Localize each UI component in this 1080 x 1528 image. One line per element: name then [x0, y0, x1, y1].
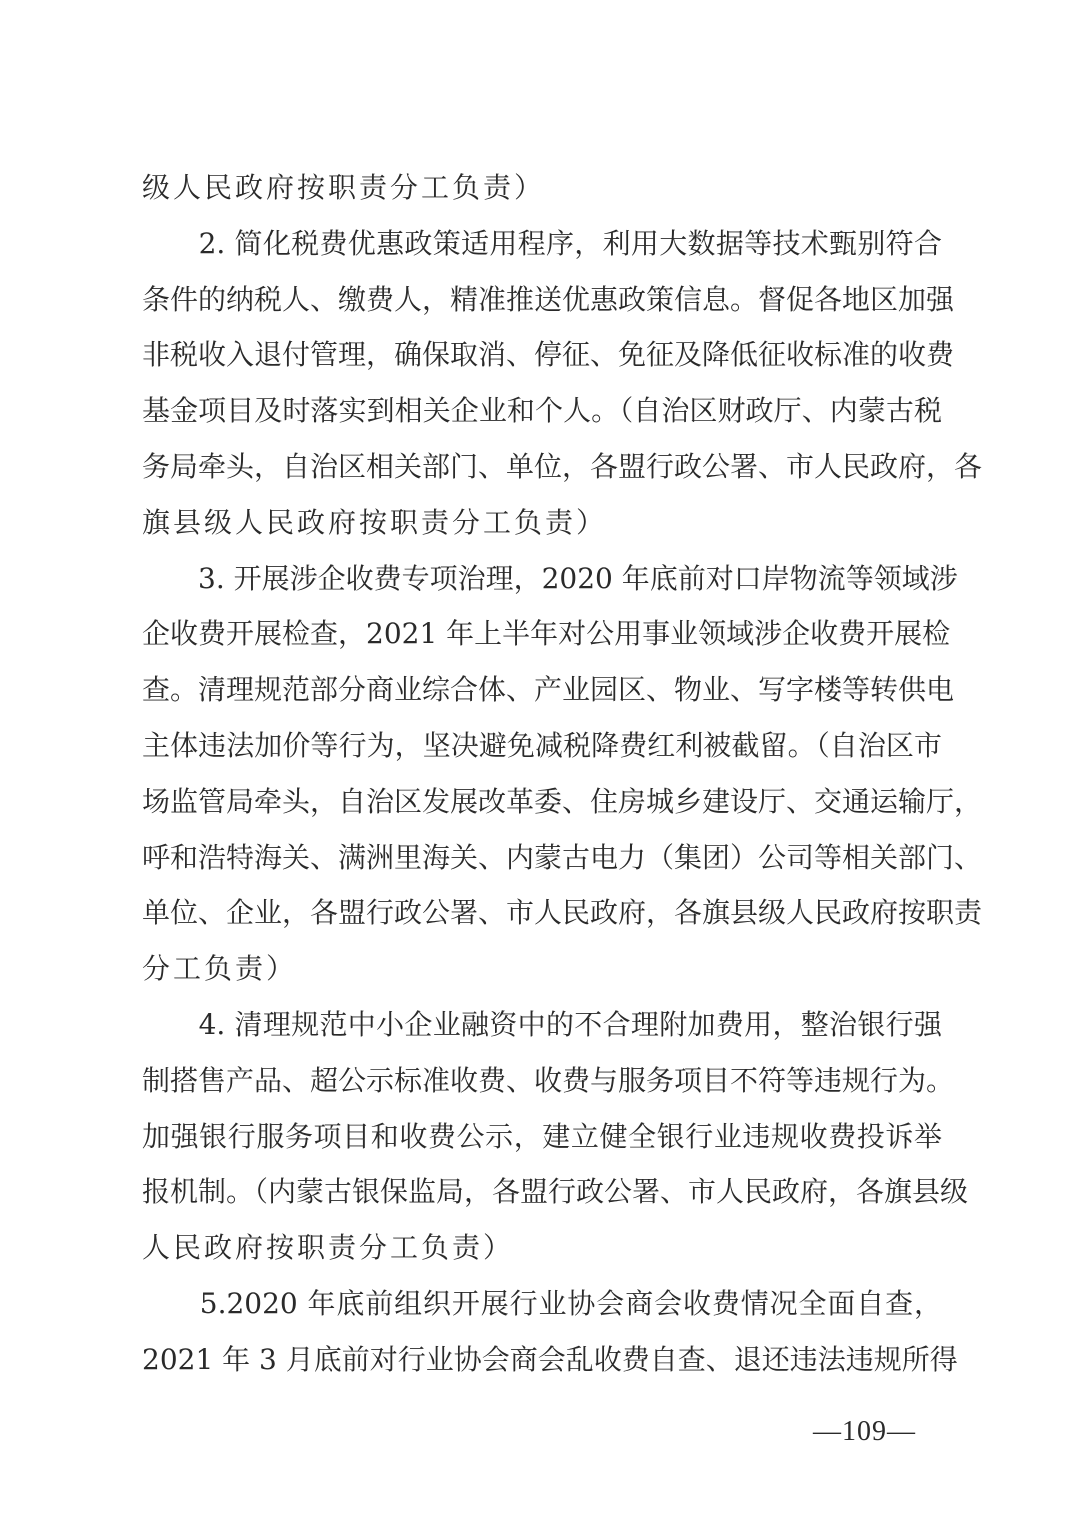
text-line: 级人民政府按职责分工负责） — [142, 171, 546, 204]
text-line: 人民政府按职责分工负责） — [142, 1231, 515, 1265]
body-text — [142, 160, 983, 1388]
text-line: 报机制。（内蒙古银保监局，各盟行政公署、市人民政府，各旗县级 — [142, 1175, 969, 1209]
text-line: 查。清理规范部分商业综合体、产业园区、物业、写字楼等转供电 — [142, 673, 955, 707]
text-line: 制搭售产品、超公示标准收费、收费与服务项目不符等违规行为。 — [142, 1063, 955, 1097]
text-line: 场监管局牵头，自治区发展改革委、住房城乡建设厅、交通运输厅， — [142, 784, 983, 818]
text-line: 5.2020 年底前组织开展行业协会商会收费情况全面自查， — [142, 1286, 942, 1320]
text-line: 呼和浩特海关、满洲里海关、内蒙古电力（集团）公司等相关部门、 — [142, 840, 983, 874]
text-line: 旗县级人民政府按职责分工负责） — [142, 505, 608, 539]
text-line: 加强银行服务项目和收费公示，建立健全银行业违规收费投诉举 — [142, 1119, 942, 1153]
text-line: 企收费开展检查，2021 年上半年对公用事业领域涉企收费开展检 — [142, 617, 951, 651]
text-line: 条件的纳税人、缴费人，精准推送优惠政策信息。督促各地区加强 — [142, 282, 955, 316]
text-line: 4. 清理规范中小企业融资中的不合理附加费用，整治银行强 — [142, 1007, 942, 1041]
text-line: 务局牵头，自治区相关部门、单位，各盟行政公署、市人民政府，各 — [142, 449, 983, 483]
text-line: 单位、企业，各盟行政公署、市人民政府，各旗县级人民政府按职责 — [142, 896, 983, 930]
text-line: 分工负责） — [142, 952, 298, 986]
text-line: 基金项目及时落实到相关企业和个人。（自治区财政厅、内蒙古税 — [142, 394, 942, 428]
text-line: 2. 简化税费优惠政策适用程序，利用大数据等技术甄别符合 — [142, 226, 942, 260]
text-line: 非税收入退付管理，确保取消、停征、免征及降低征收标准的收费 — [142, 338, 955, 372]
text-line: 2021 年 3 月底前对行业协会商会乱收费自查、退还违法违规所得 — [142, 1342, 958, 1376]
page-number: —109— — [813, 1416, 916, 1447]
text-line: 主体违法加价等行为，坚决避免减税降费红利被截留。（自治区市 — [142, 728, 942, 762]
text-line: 3. 开展涉企收费专项治理，2020 年底前对口岸物流等领域涉 — [142, 561, 958, 595]
